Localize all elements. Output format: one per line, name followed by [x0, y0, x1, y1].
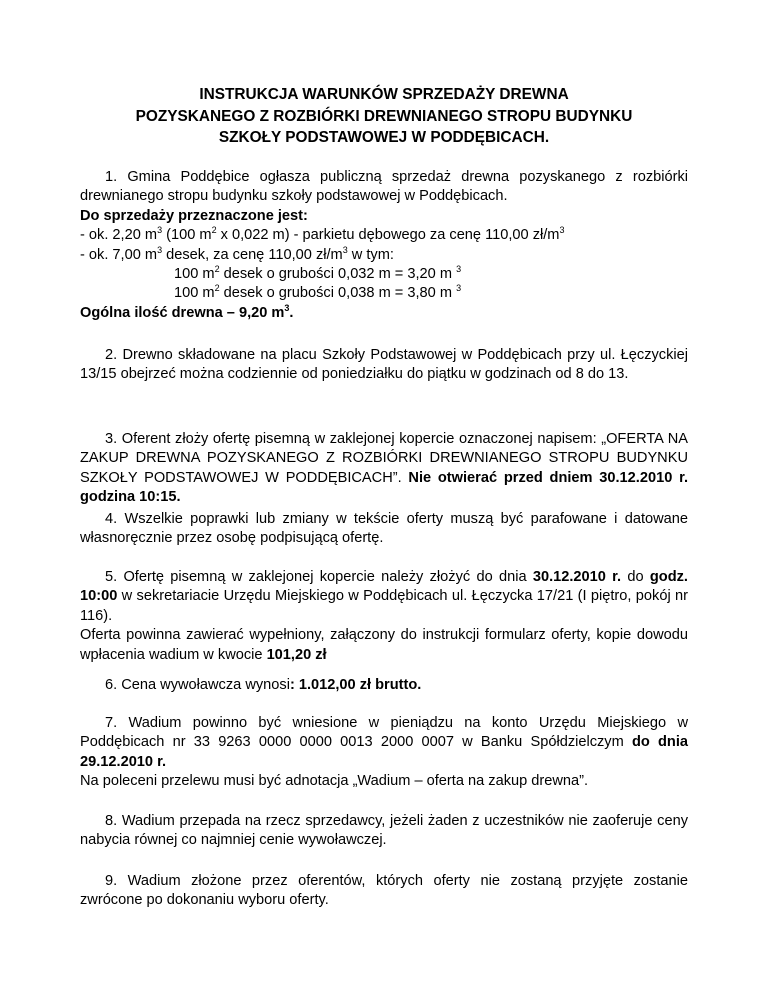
title-line-2: POZYSKANEGO Z ROZBIÓRKI DREWNIANEGO STROPU BUDYNKU	[135, 107, 633, 125]
section-2	[80, 346, 688, 385]
item-boards: - ok. 7,00 $m^3$ desek, za cenę 110,00 $zł/m^3$ w tym:	[80, 244, 394, 263]
item-parquet: - ok. 2,20 $m^3$ (100 $m^2$ x 0,022 m) - parkietu dębowego za cenę 110,00 $zł/m^3$	[80, 225, 565, 244]
document-title	[80, 84, 688, 149]
section-6	[80, 676, 688, 695]
section-5	[80, 568, 688, 665]
section-5-text: 5. Ofertę pisemną w zaklejonej kopercie należy złożyć do dnia 30.12.2010 r. do godz. 10:00 w sekretariacie Urzędu Miejskiego w Poddębicach ul. Łęczycka 17/21 (I piętro, pokój nr 116).	[80, 569, 688, 624]
section-7	[80, 714, 688, 792]
section-7-text: 7. Wadium powinno być wniesione w pieniądzu na konto Urzędu Miejskiego w Poddębicach nr 33 9263 0000 0000 0013 2000 0007 w Banku Spółdzielczym do dnia 29.12.2010 r.	[80, 715, 688, 770]
section-2-text: 2. Drewno składowane na placu Szkoły Podstawowej w Poddębicach przy ul. Łęczyckiej 13/15 obejrzeć można codziennie od poniedziałku do piątku w godzinach od 8 do 13.	[80, 347, 688, 383]
section-3	[80, 430, 688, 508]
section-5-offer-contents: Oferta powinna zawierać wypełniony, załączony do instrukcji formularz oferty, kopie dowodu wpłacenia wadium w kwocie 101,20 zł	[80, 627, 688, 663]
section-1-intro: 1. Gmina Poddębice ogłasza publiczną sprzedaż drewna pozyskanego z rozbiórki drewnianego stropu budynku szkoły podstawowej w Poddębicach.	[80, 169, 688, 205]
section-4	[80, 510, 688, 549]
section-9	[80, 872, 688, 911]
title-line-1: INSTRUKCJA WARUNKÓW SPRZEDAŻY DREWNA	[199, 86, 569, 103]
section-3-text: 3. Oferent złoży ofertę pisemną w zaklejonej kopercie oznaczonej napisem: „OFERTA NA ZAKUP DREWNA POZYSKANEGO Z ROZBIÓRKI DREWNIANEGO STROPU BUDYNKU SZKOŁY PODSTAWOWEJ W PODDĘBICACH”. Nie otwierać przed dniem 30.12.2010 r. godzina 10:15.	[80, 431, 688, 506]
section-8-text: 8. Wadium przepada na rzecz sprzedawcy, jeżeli żaden z uczestników nie zaoferuje ceny nabycia równej co najmniej cenie wywoławczej.	[80, 813, 688, 849]
section-3-deadline: Nie otwierać przed dniem 30.12.2010 r. godzina 10:15.	[80, 469, 688, 506]
section-1-heading: Do sprzedaży przeznaczone jest:	[80, 207, 308, 224]
total-wood-amount: Ogólna ilość drewna – 9,20 $m^3$.	[80, 302, 294, 321]
title-line-3: SZKOŁY PODSTAWOWEJ W PODDĘBICACH.	[218, 129, 550, 146]
section-6-text: 6. Cena wywoławcza wynosi: 1.012,00 zł brutto.	[105, 677, 422, 693]
section-1	[80, 168, 688, 323]
boards-detail-1: 100 $m^2$ desek o grubości 0,032 m = 3,20 m $^3$	[174, 264, 462, 283]
section-4-text: 4. Wszelkie poprawki lub zmiany w tekście oferty muszą być parafowane i datowane własnoręcznie przez osobę podpisującą ofertę.	[80, 511, 688, 547]
section-9-text: 9. Wadium złożone przez oferentów, których oferty nie zostaną przyjęte zostanie zwrócone po dokonaniu wyboru oferty.	[80, 873, 688, 909]
section-8	[80, 812, 688, 851]
section-7-transfer-note: Na poleceni przelewu musi być adnotacja „Wadium – oferta na zakup drewna”.	[80, 773, 589, 790]
boards-detail-2: 100 $m^2$ desek o grubości 0,038 m = 3,80 m $^3$	[174, 283, 462, 302]
